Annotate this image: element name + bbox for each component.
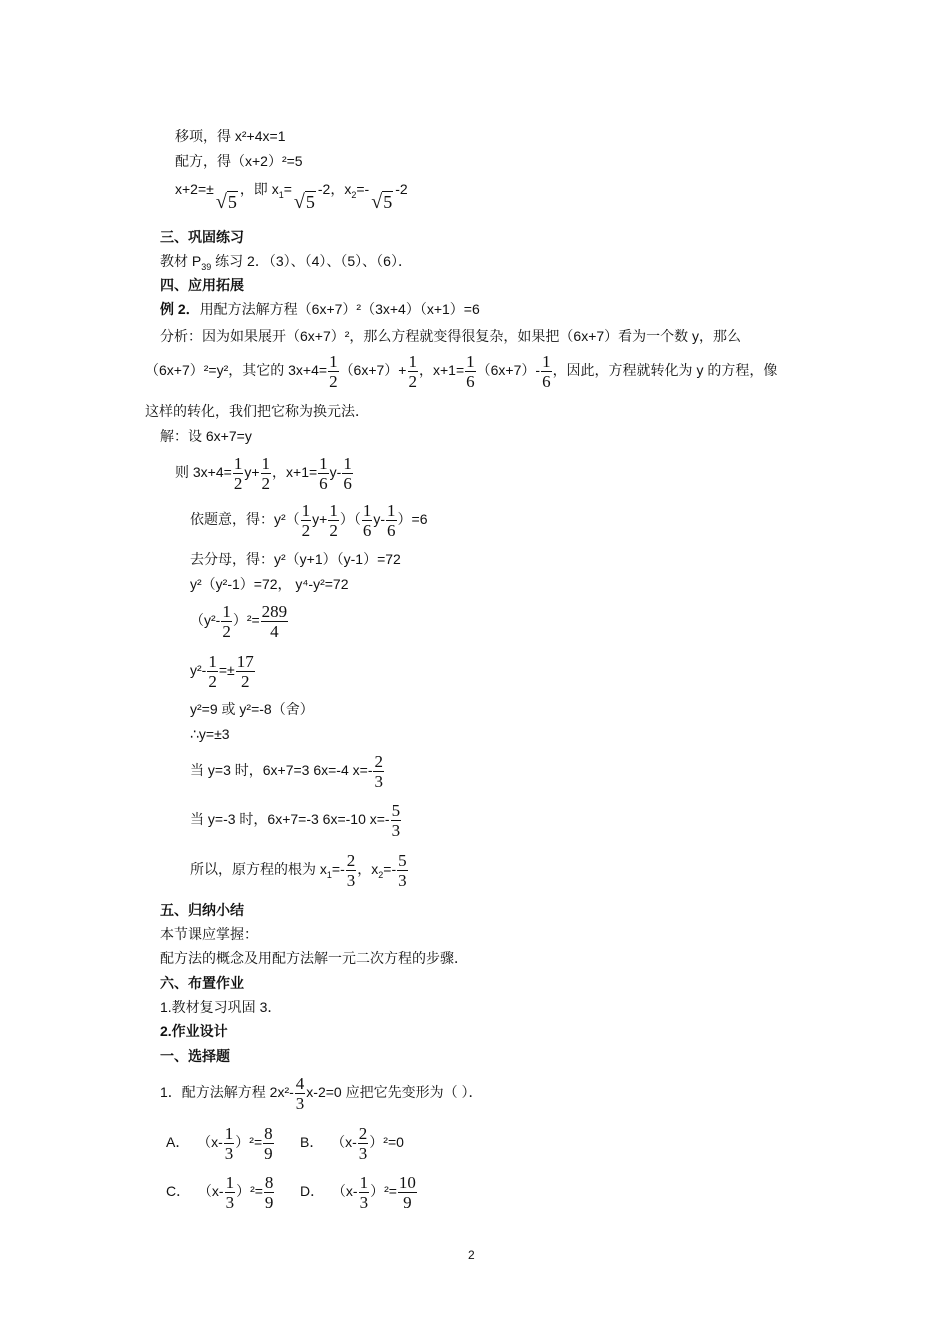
page-number: 2 <box>468 1248 475 1262</box>
summary-text-2: 配方法的概念及用配方法解一元二次方程的步骤． <box>160 950 468 966</box>
section-3-text: 教材 $P_{39}$ 练习 2．（3）、（4）、（5）、（6）． <box>160 253 412 272</box>
solution-let: 解：设 6x+7=y <box>160 428 252 444</box>
sqrt-symbol: √5 <box>215 191 237 213</box>
summary-text-1: 本节课应掌握： <box>160 926 258 942</box>
section-3-title: 三、巩固练习 <box>160 229 244 245</box>
section-4-title: 四、应用拓展 <box>160 277 244 293</box>
solution-clear-denominator: 去分母，得：y²（y+1）（y-1）=72 <box>190 551 401 567</box>
solution-equation: 依题意，得：y²（ $\frac{1}{2}$ y+ $\frac{1}{2}$ ）（ $\frac{1}{6}$ y- $\frac{1}{6}$ ）=6 <box>190 501 428 540</box>
analysis-line-1: 分析：因为如果展开（6x+7）²，那么方程就变得很复杂，如果把（6x+7）看为一个数 y，那么 <box>160 328 742 344</box>
analysis-line-3: 这样的转化，我们把它称为换元法． <box>145 403 369 419</box>
option-d: D． （x- $\frac{1}{3}$ ）²= $\frac{10}{9}$ <box>300 1173 416 1212</box>
sqrt-symbol: √5 <box>371 191 393 213</box>
section-5-title: 五、归纳小结 <box>160 902 244 918</box>
solution-y-squared: y²=9 或 y²=-8（舍） <box>190 701 314 717</box>
root-line: x+2=±√5，即 $x_1=√5-2$，$x_2=-√5-2$ <box>175 181 408 213</box>
solution-root: y²- $\frac{1}{2}$ =± $\frac{17}{2}$ <box>190 652 254 691</box>
homework-1: 1.教材复习巩固 3． <box>160 999 282 1015</box>
solution-y: ∴y=±3 <box>190 726 230 742</box>
homework-2: 2.作业设计 <box>160 1023 228 1039</box>
choice-section-title: 一、选择题 <box>160 1048 230 1064</box>
sqrt-symbol: √5 <box>293 191 315 213</box>
option-b: B． （x- $\frac{2}{3}$ ）²=0 <box>300 1124 404 1163</box>
example-2: 例 2．用配方法解方程（6x+7）²（3x+4）（x+1）=6 <box>160 301 480 317</box>
solution-case-2: 当 y=-3 时，6x+7=-3 6x=-10 x=- $\frac{5}{3}$ <box>190 801 401 840</box>
solution-square: （y²- $\frac{1}{2}$ ）²= $\frac{289}{4}$ <box>190 602 288 641</box>
solution-conclusion: 所以，原方程的根为 $x_1=-$ $\frac{2}{3}$ ，$x_2=-$ $\frac{5}{3}$ <box>190 851 407 890</box>
solution-substitution: 则 3x+4= $\frac{1}{2}$ y+ $\frac{1}{2}$ ，x+1= $\frac{1}{6}$ y- $\frac{1}{6}$ <box>175 454 352 493</box>
option-a: A． （x- $\frac{1}{3}$ ）²= $\frac{8}{9}$ <box>166 1124 273 1163</box>
question-1: 1．配方法解方程 2x²- $\frac{4}{3}$ x-2=0 应把它先变形为（ ）． <box>160 1074 483 1113</box>
step-move: 移项，得 x²+4x=1 <box>175 128 286 144</box>
option-c: C． （x- $\frac{1}{3}$ ）²= $\frac{8}{9}$ <box>166 1173 274 1212</box>
solution-expand: y²（y²-1）=72， y⁴-y²=72 <box>190 576 349 592</box>
step-complete: 配方，得（x+2）²=5 <box>175 153 303 169</box>
solution-case-1: 当 y=3 时，6x+7=3 6x=-4 x=- $\frac{2}{3}$ <box>190 752 383 791</box>
section-6-title: 六、布置作业 <box>160 975 244 991</box>
analysis-line-2: （6x+7）²=y²，其它的 3x+4= $\frac{1}{2}$ （6x+7）+ $\frac{1}{2}$ ，x+1= $\frac{1}{6}$ （6x+7）- $\frac{1}{6}$ ，因此，方程就转化为 y 的方程，像 <box>145 352 778 391</box>
